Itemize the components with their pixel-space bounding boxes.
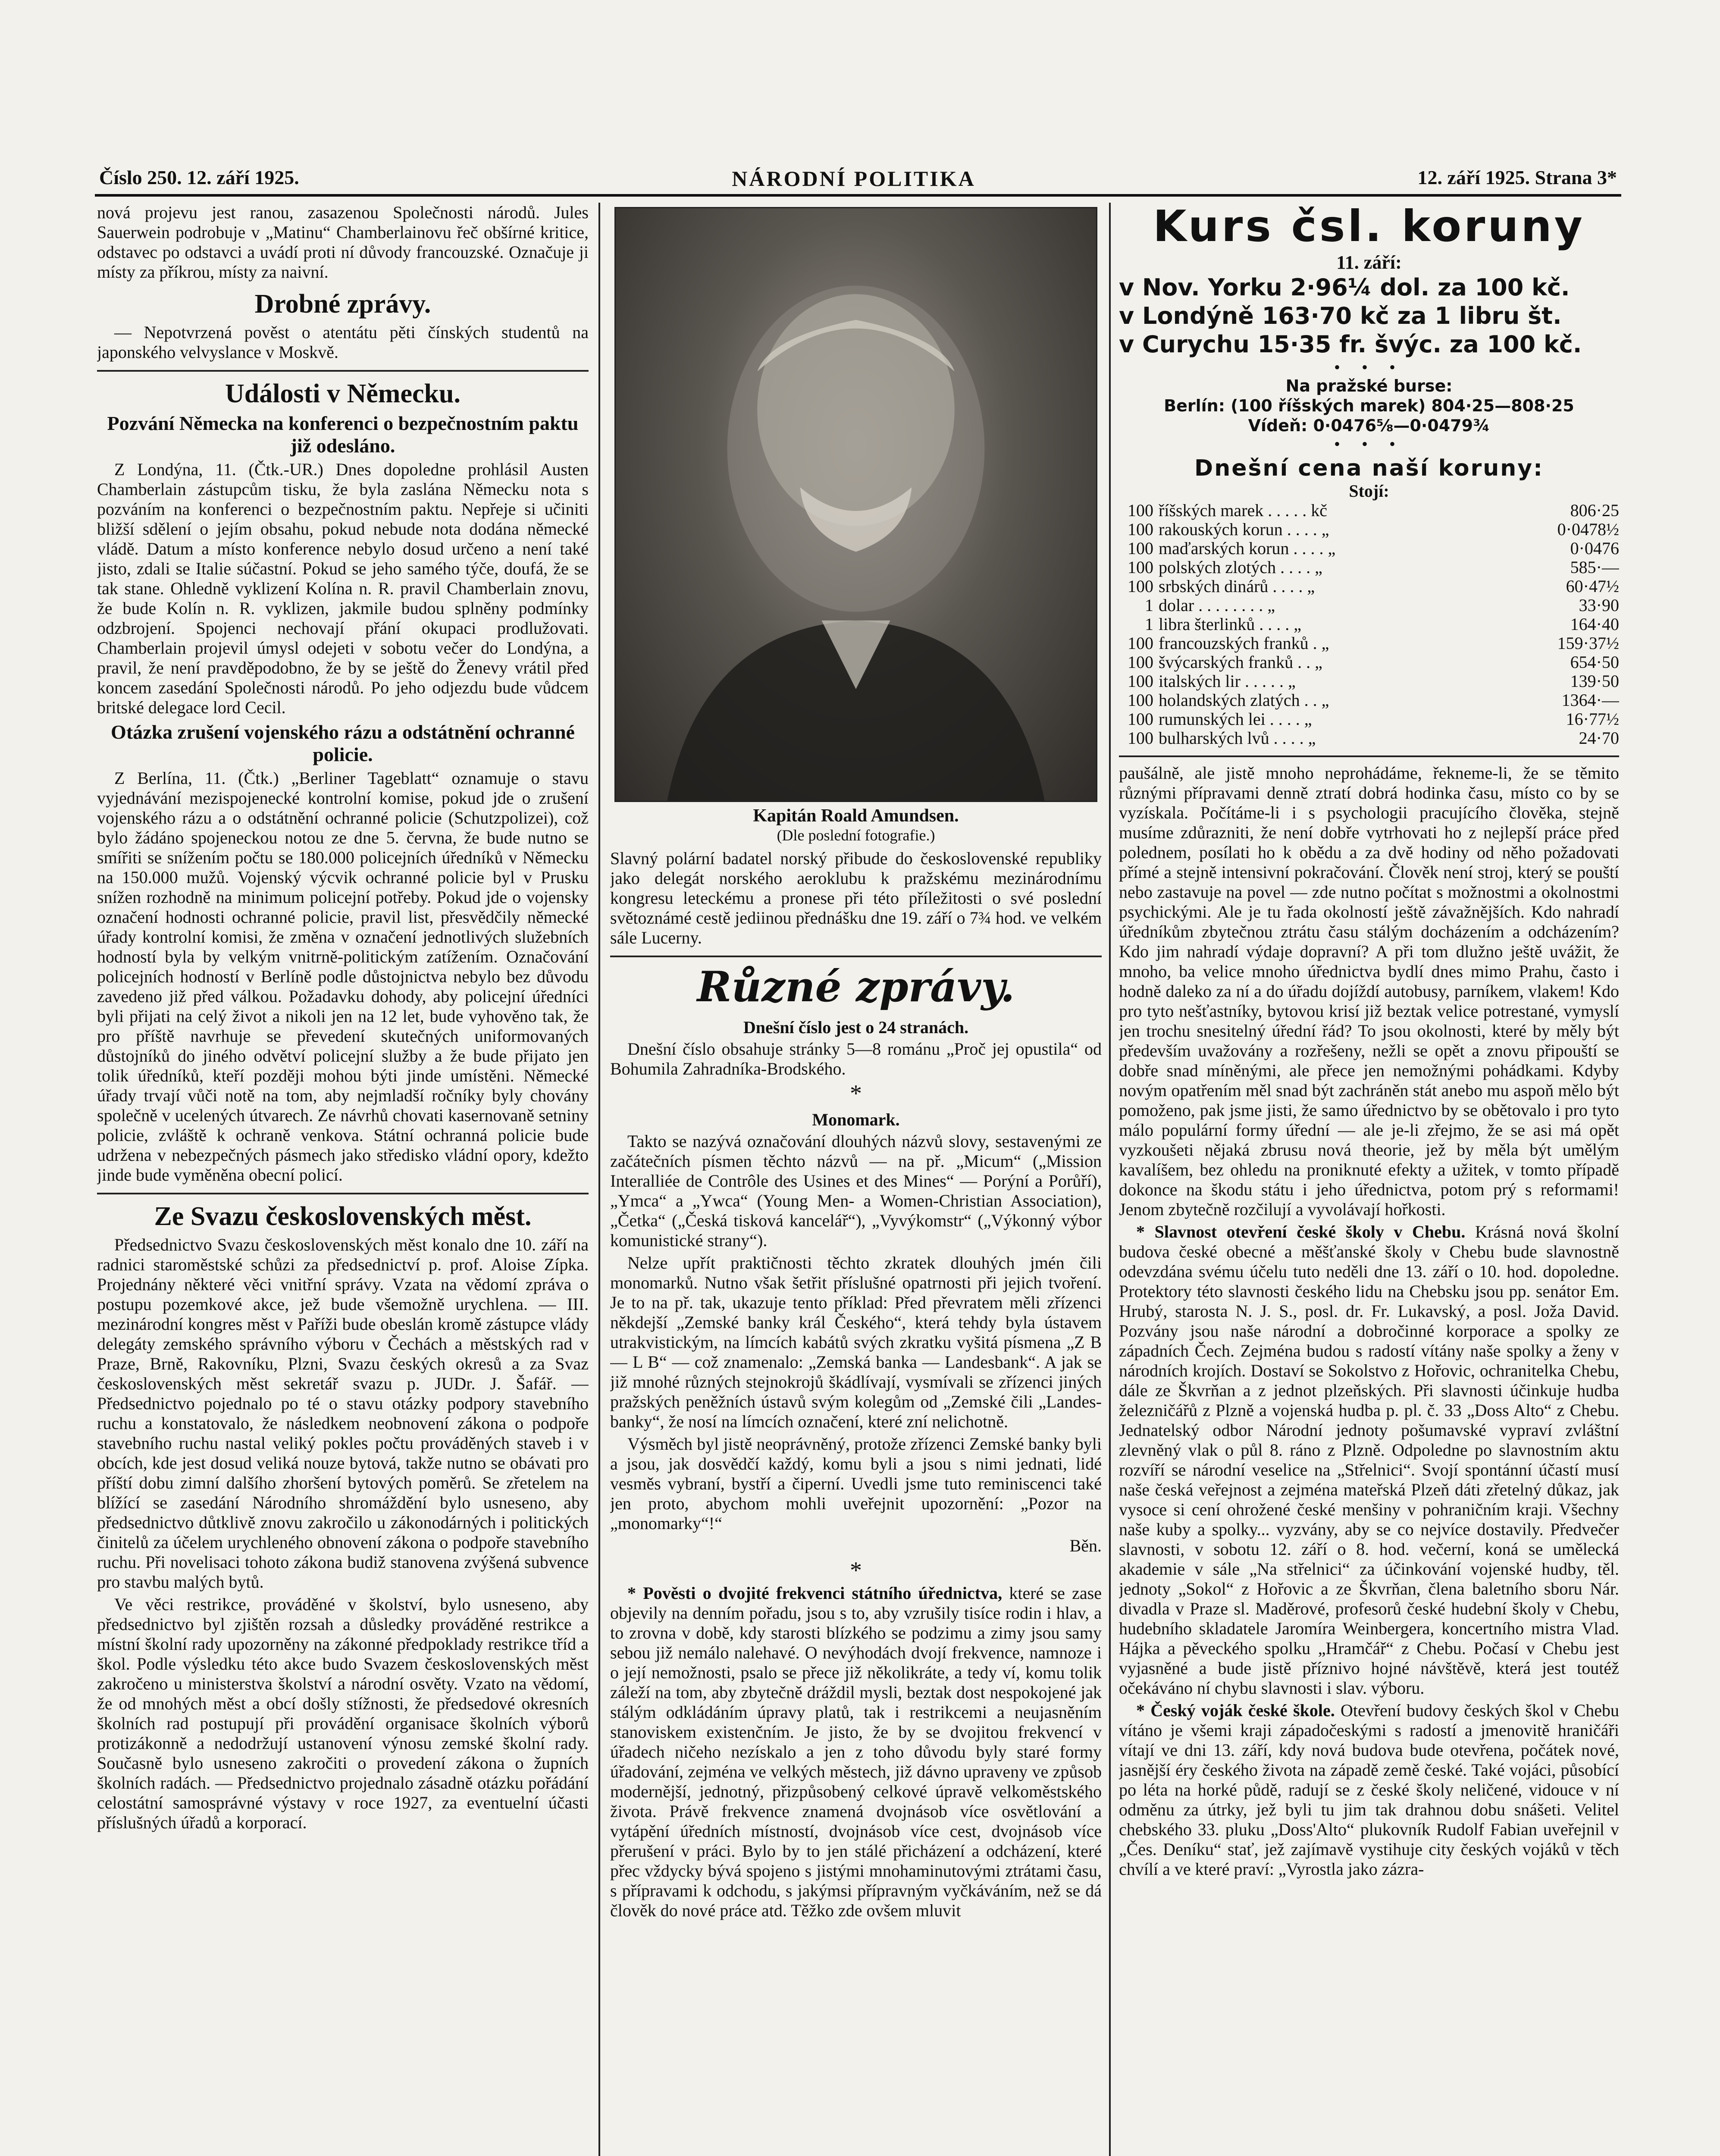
svaz-paragraph-2: Ve věci restrikce, prováděné v školství, bylo usneseno, aby předsednictvo byl zjištěn rozsah a důsledky prováděné restrikce a místní školní rady upozorněny na zákonné předpoklady restrikce tříd a škol. Podle výsledku této akce budo Svazem československých měst zakročeno u ministerstva školství a národní osvěty. Vzato na vědomí, že od mnohých měst a obcí došly stížnosti, že předsedové okresních školních rad postupují při provádění organisace školních výborů protizákonně a nedodržují ustanovení výnosu zemské školní rady. Současně bylo usneseno zakročiti o provedení zákona o župních školních radách. — Předsednictvo projednalo zásadně otázku pořádání celostátní samosprávné výstavy v roce 1927, za eventuelní účasti příslušných úřadů a korporací. bbox=[97, 1595, 589, 1832]
rate-name: italských lir . . . . . „ bbox=[1159, 671, 1296, 691]
rate-row bbox=[1119, 710, 1619, 729]
rate-row bbox=[1119, 558, 1619, 577]
section-divider bbox=[1119, 755, 1619, 757]
section-star: * bbox=[850, 1080, 862, 1107]
rate-row bbox=[1119, 634, 1619, 653]
burse-viden: Vídeň: 0·0476⅝—0·0479¾ bbox=[1248, 416, 1490, 435]
otazka-text: Z Berlína, 11. (Čtk.) „Berliner Tageblatt“ oznamuje o stavu vyjednávání mezispojenecké kontrolní komise, pokud jde o zrušení vojenského rázu a o odstátnění ochranné policie (Schutzpolizei), což bylo žádáno spojeneckou notou ze dne 5. června, že bude nutno se smířiti se snížením počtu se 180.000 policejních úředníků v Německu na 150.000 mužů. Vojenský výcvik ochranné policie byl v Prusku snížen rozhodně na minimum policejní potřeby. Pokud jde o vojensky označení hodnosti ochranné policie, pravil list, přesvědčily německé úřady kontrolní komisi, že změna v označení jednotlivých služebních hodností byla by velkým vnitrně-politickým zatížením. Označování policejních hodností v Berlíně podle důstojnictva nebylo bez důvodu zavedeno již před válkou. Požadavku dohody, aby policejní úředníci byli přijati na celý život a nikoli jen na 12 let, bude vyhověno tak, že pro příště navrhuje se převedení skutečných uniformovaných důstojníků do jiného odvětví policejní služby a že bude přijato jen tolik úředníků, kteří později mohou býti jinde umístěni. Německé úřady trvají vůči notě na tom, aby nejmladší ročníky byly chovány společně v ucelených útvarech. Ze návrhů chovati kasernovaně setniny policie, zvláště k ochraně venkova. Státní ochranná policie bude udržena v nebezpečných pásmech jako středisko vládní opory, kdežto jinde bude vyměněna obecní policí. bbox=[97, 768, 589, 1185]
povest-heading: * Pověsti o dvojité frekvenci státního úřednictva, bbox=[627, 1583, 1003, 1603]
drobne-zpravy-heading: Drobné zprávy. bbox=[254, 289, 431, 319]
rate-qty: 100 bbox=[1128, 652, 1153, 672]
rate-qty: 100 bbox=[1128, 501, 1153, 520]
svaz-paragraph-1: Předsednictvo Svazu československých měst konalo dne 10. září na radnici staroměstské schůzi za předsednictví p. prof. Aloise Zípka. Projednány některé věci vnitřní správy. Vzata na vědomí zpráva o postupu pozemkové akce, jež bude všemožně urychlena. — III. mezinárodní kongres měst v Paříži bude obeslán kromě zástupce vlády delegáty zemského správního výboru v Čechách a městských rad v Praze, Brně, Rakovníku, Plzni, Svazu českých okresů a za Svaz československých měst sekretář svazu p. JUDr. J. Šafář. — Předsednictvo pojednalo po té o stavu otázky podpory stavebního ruchu a konstatovalo, že následkem neobnovení zákona o podpoře stavebního ruchu nastal veliký pokles počtu prováděných staveb i v obcích, kde jest dosud veliká nouze bytová, takže nutno se obávati pro příští dobu zimní dalšího zhoršení bytových poměrů. Se zřetelem na blížící se zasedání Národního shromáždění bylo usneseno, aby předsednictvo důtklivě znovu zakročilo u zákonodárných i politických činitelů za účelem urychleného obnovení zákona o podpoře stavebního ruchu. Při novelisaci tohoto zákona budiž stanovena zvýšená subvence pro stavbu malých bytů. bbox=[97, 1235, 589, 1592]
rate-name: dolar . . . . . . . . „ bbox=[1159, 595, 1275, 615]
section-divider bbox=[97, 370, 589, 372]
rate-value: 0·0476 bbox=[1570, 539, 1619, 558]
page-header bbox=[99, 166, 1617, 196]
kurs-london: v Londýně 163·70 kč za 1 libru št. bbox=[1119, 302, 1562, 329]
portrait-illustration bbox=[616, 208, 1096, 801]
column-divider bbox=[598, 203, 600, 2156]
exchange-rates-table bbox=[1119, 501, 1619, 748]
rate-row bbox=[1119, 596, 1619, 615]
rate-name: francouzských franků . „ bbox=[1159, 633, 1329, 653]
monomark-paragraph-3: Výsměch byl jistě neoprávněný, protože zřízenci Zemské banky byli a jsou, jak dosvědčí každý, komu byli a jsou s nimi jednati, lidé vesměs vybraní, bystří a čiperní. Uvedli jsme tuto reminiscenci také jen proto, abychom mohli uveřejnit upozornění: „Pozor na „monomarky“!“ bbox=[610, 1434, 1102, 1533]
monomark-paragraph-1: Takto se nazývá označování dlouhých názvů slovy, sestavenými ze začátečních písmen těchto názvů — na př. „Micum“ („Mission Interalliée de Contrôle des Usines et des Mines“ — Porýní a Porůří), „Ymca“ a „Ywca“ (Young Men- a Women-Christian Association), „Četka“ („Česká tisková kancelář“), „Vyvýkomstr“ („Výkonný výbor komunistické strany“). bbox=[610, 1131, 1102, 1250]
header-rule bbox=[95, 194, 1621, 197]
ruzne-zpravy-heading: Různé zprávy. bbox=[697, 962, 1015, 1011]
rate-value: 60·47½ bbox=[1566, 577, 1619, 596]
masthead: NÁRODNÍ POLITIKA bbox=[732, 166, 976, 191]
rate-qty: 100 bbox=[1128, 558, 1153, 577]
rate-value: 24·70 bbox=[1579, 728, 1619, 748]
rate-row bbox=[1119, 501, 1619, 520]
dnesni-cislo-heading: Dnešní číslo jest o 24 stranách. bbox=[743, 1018, 969, 1037]
rate-name: libra šterlinků . . . . „ bbox=[1159, 614, 1302, 634]
rate-name: rumunských lei . . . . „ bbox=[1159, 709, 1312, 729]
rate-value: 1364·— bbox=[1561, 690, 1619, 710]
rate-row bbox=[1119, 653, 1619, 672]
rate-name: polských zlotých . . . . „ bbox=[1159, 558, 1322, 577]
dnesni-cislo-text: Dnešní číslo obsahuje stránky 5—8 románu „Proč jej opustila“ od Bohumila Zahradníka-Brodského. bbox=[610, 1039, 1102, 1078]
dots-separator: • • • bbox=[1334, 434, 1404, 454]
vojak-text: Otevření budovy českých škol v Chebu vítáno je všemi kraji západočeskými s radostí a jmenovitě hraničáři vítají ve dni 13. září, kdy nová budova bude otevřena, počátek nové, jasnější éry českého života na západě země české. Také vojáci, působící po léta na horké půdě, radují se z české školy neličené, vidouce v ní odměnu za útrky, jež byli tu jim tak drahnou dobu snášeti. Velitel chebského 33. pluku „Doss'Alto“ plukovník Rudolf Fabian uveřejnil v „Čes. Deníku“ stať, jež zajímavě vystihuje city českých vojáků v těch chvílí a ve které praví: „Vyrostla jako zázra- bbox=[1119, 1701, 1619, 1879]
column-3 bbox=[1119, 203, 1619, 2156]
rate-row bbox=[1119, 691, 1619, 710]
otazka-heading: Otázka zrušení vojenského rázu a odstátnění ochranné policie. bbox=[111, 721, 575, 765]
photo-credit: (Dle poslední fotografie.) bbox=[777, 827, 935, 844]
dots-separator: • • • bbox=[1334, 357, 1404, 377]
burse-berlin: Berlín: (100 říšských marek) 804·25—808·25 bbox=[1164, 396, 1574, 415]
rate-value: 33·90 bbox=[1579, 595, 1619, 615]
rate-qty: 100 bbox=[1128, 577, 1153, 596]
rate-value: 164·40 bbox=[1570, 614, 1619, 634]
kurs-zurich: v Curychu 15·35 fr. švýc. za 100 kč. bbox=[1119, 331, 1582, 358]
burse-heading: Na pražské burse: bbox=[1285, 376, 1453, 395]
monomark-heading: Monomark. bbox=[812, 1110, 900, 1129]
udalosti-subheading: Pozvání Německa na konferenci o bezpečnostním paktu již odesláno. bbox=[107, 412, 579, 457]
amundsen-portrait-photo bbox=[614, 207, 1097, 802]
kurs-koruny-heading: Kurs čsl. koruny bbox=[1153, 203, 1585, 251]
povest-text: které se zase objevily na denním pořadu, jsou s to, aby vzrušily tisíce rodin i hlav, a to zrovna v době, kdy starosti blízkého se podzimu a zimy jsou samy sebou již nemálo nalehavé. O nevýhodách dvojí frekvence, namnoze i o její nemožnosti, psalo se přece již několikráte, a tedy ví, komu tolik záleží na tom, aby zbytečně dráždil mysli, beztak dost nespokojené jak stálým odkládáním úpravy platů, tak i restrikcemi a neujasněním stanoviskem existenčním. Je jisto, že by se dvojitou frekvencí v úřadech ničeho nezískalo a jen z toho důvodu byly staré formy úřadování, zejména ve velkých městech, již dávno upraveny ve způsob modernější, jednotný, přizpůsobený celkové úpravě velkoměstského života. Právě frekvence znamená dvojnásob více osvětlování a vytápění úředních místností, dvojnásob více cest, dvojnásob více přerušení v práci. Bylo by to jen stálé přicházení a odcházení, které přec vždycky bývá spojeno s jistými mnohaminutovými ztrátami času, s přípravami k odchodu, s jakýmsi přípravným vyčkáváním, než se dá člověk do nové práce atd. Těžko zde ovšem mluvit bbox=[610, 1583, 1102, 1920]
rate-name: srbských dinárů . . . . „ bbox=[1159, 577, 1315, 596]
column-2 bbox=[610, 203, 1102, 2156]
rate-qty: 100 bbox=[1128, 671, 1153, 691]
section-star: * bbox=[850, 1557, 862, 1584]
rate-qty: 1 bbox=[1145, 614, 1153, 634]
rate-qty: 100 bbox=[1128, 633, 1153, 653]
monomark-signature: Běn. bbox=[1069, 1536, 1102, 1555]
section-divider bbox=[610, 956, 1102, 957]
stoji-label: Stojí: bbox=[1349, 481, 1389, 501]
rate-name: maďarských korun . . . . „ bbox=[1159, 539, 1336, 558]
rate-qty: 100 bbox=[1128, 690, 1153, 710]
column-1 bbox=[97, 203, 589, 2156]
article-intro: nová projevu jest ranou, zasazenou Společnosti národů. Jules Sauerwein podrobuje v „Matinu“ Chamberlainovu řeč obšírné kritice, odstavec po odstavci a uvádí proti ní důvody francouzské. Označuje ji místy za příkrou, místy za naivní. bbox=[97, 203, 589, 282]
photo-caption: Kapitán Roald Amundsen. bbox=[753, 806, 959, 826]
page-number: 12. září 1925. Strana 3* bbox=[1417, 166, 1617, 188]
rate-value: 159·37½ bbox=[1557, 633, 1619, 653]
rate-value: 585·— bbox=[1570, 558, 1619, 577]
column-divider bbox=[1109, 203, 1111, 2156]
udalosti-text: Z Londýna, 11. (Čtk.-UR.) Dnes dopoledne prohlásil Austen Chamberlain zástupcům tisku, že byla zaslána Německu nota s pozváním na konferenci o bezpečnostním paktu. Nepřeje si učiniti bližší sdělení o jejím obsahu, pokud nebude nota dodána německé vládě. Datum a místo konference nebylo dosud určeno a není také jisto, zdali se Italie súčastní. Pokud se jeho samého týče, doufá, že se tak stane. Ohledně vyklizení Kolína n. R. pravil Chamberlain znovu, že bude Kolín n. R. vyklizen, jakmile budou splněny podmínky odzbrojení. Spojenci nechovají přání okupaci prodlužovati. Chamberlain projevil úmysl odejeti v sobotu večer do Londýna, a pravil, že není pravděpodobno, že by se ještě do Ženevy vrátil před koncem zasedání Společnosti národů. Po jeho odjezdu bude vůdcem britské delegace lord Cecil. bbox=[97, 460, 589, 717]
udalosti-heading: Události v Německu. bbox=[225, 379, 461, 408]
monomark-paragraph-2: Nelze upřít praktičnosti těchto zkratek dlouhých jmén čili monomarků. Nutno však šetřit příslušné opatrnosti při jejich tvoření. Je to na př. tak, ukazuje tento příklad: Před převratem měli zřízenci někdejší „Zemské banky král Českého“, která tehdy byla ústavem utrakvistickým, na límcích kabátů svých zkratku vyšitá písmena „Z B — L B“ — což znamenalo: „Zemská banka — Landesbank“. A jak se již mnohé různých stejnokrojů škádlívají, vysmívali se zřízenci jiných pražských peněžních ústavů svým kolegům od „Zemské čili „Landes-banky“, že nosí na límcích označení, které zní nelichotně. bbox=[610, 1253, 1102, 1431]
issue-info: Číslo 250. 12. září 1925. bbox=[99, 166, 299, 188]
rate-qty: 100 bbox=[1128, 520, 1153, 539]
kurs-new-york: v Nov. Yorku 2·96¼ dol. za 100 kč. bbox=[1119, 274, 1570, 301]
rate-name: holandských zlatých . . „ bbox=[1159, 690, 1329, 710]
rate-row bbox=[1119, 729, 1619, 748]
dnesni-cena-heading: Dnešní cena naší koruny: bbox=[1194, 455, 1544, 481]
rate-name: bulharských lvů . . . . „ bbox=[1159, 728, 1316, 748]
rate-row bbox=[1119, 539, 1619, 558]
rate-value: 806·25 bbox=[1570, 501, 1619, 520]
rate-name: rakouských korun . . . . „ bbox=[1159, 520, 1329, 539]
rate-row bbox=[1119, 520, 1619, 539]
rate-value: 16·77½ bbox=[1566, 709, 1619, 729]
rate-row bbox=[1119, 672, 1619, 691]
rate-qty: 100 bbox=[1128, 728, 1153, 748]
rate-row bbox=[1119, 577, 1619, 596]
rate-value: 654·50 bbox=[1570, 652, 1619, 672]
drobne-zpravy-text: — Nepotvrzená pověst o atentátu pěti čínských studentů na japonského velvyslance v Moskvě. bbox=[97, 323, 589, 362]
rate-qty: 1 bbox=[1145, 595, 1153, 615]
rate-name: říšských marek . . . . . kč bbox=[1159, 501, 1328, 520]
rate-qty: 100 bbox=[1128, 709, 1153, 729]
cheb-text: Krásná nová školní budova české obecné a měšťanské školy v Chebu bude slavnostně odevzdána svému účelu tuto neděli dne 13. září o 10. hod. dopoledne. Protektory této slavnosti českého lidu na Chebsku jsou pp. senátor Em. Hrubý, starosta N. J. S., posl. dr. Fr. Lukavský, a posl. Joža David. Pozvány jsou naše národní a dobročinné korporace a spolky ze západních Čech. Zejména budou s radostí vítány naše spolky a ženy v národních krojích. Dostaví se Sokolstvo z Hořovic, ochranitelka Chebu, dále ze Škvrňan a z jednot plzeňských. Při slavnosti účinkuje hudba železničářů z Plzně a vojenská hudba p. pl. č. 33 „Doss Alto“ z Chebu. Jednatelský odbor Národní jednoty pošumavské vypraví zvláštní zlevněný vlak o půl 8. ráno z Plzně. Odpoledne po slavnostním aktu rozvíří se národní veselice na „Střelnici“. Svojí spontánní účastí musí naše česká veřejnost a zejména mateřská Plzeň dáti zřetelný důkaz, jak vysoce si cení ohrožené české menšiny v pohraničním kraji. Všechny naše kuby a spolky... vyzvány, aby se co nejvíce dostavily. Předvečer slavnosti, v sobotu 12. září o 8. hod. večerní, koná se umělecká akademie v sále „Na střelnici“ za účinkování vojenské hudby, těl. jednoty „Sokol“ z Hořovic a ze Škvrňan, člena baletního sboru Nár. divadla v Praze sl. Maděrové, profesorů české hudební školy v Chebu, hudebního skladatele Jaromíra Weinbergera, koncertního mistra Vlad. Hájka a pěveckého spolku „Hramčář“ z Chebu. Počasí v Chebu jest vyjasněné a bude jistě příznivo hojné návštěvě, která jest toutéž očekáváno ní chybu slavnosti i slav. výboru. bbox=[1119, 1222, 1619, 1698]
svaz-heading: Ze Svazu československých měst. bbox=[154, 1202, 532, 1231]
rate-value: 0·0478½ bbox=[1557, 520, 1619, 539]
amundsen-text: Slavný polární badatel norský přibude do československé republiky jako delegát norského aeroklubu k pražskému mezinárodnímu kongresu leteckému a pronese při této příležitosti o své poslední světoznámé cestě jediinou přednášku dne 19. září o 7¾ hod. ve velkém sále Lucerny. bbox=[610, 849, 1102, 947]
vojak-heading: * Český voják české škole. bbox=[1136, 1701, 1335, 1720]
rate-value: 139·50 bbox=[1570, 671, 1619, 691]
kurs-date: 11. září: bbox=[1336, 252, 1402, 273]
rate-qty: 100 bbox=[1128, 539, 1153, 558]
cheb-heading: * Slavnost otevření české školy v Chebu. bbox=[1136, 1222, 1466, 1241]
povest-continuation: paušálně, ale jistě mnoho neprohádáme, řekneme-li, že se těmito různými přípravami denně ztratí dobrá hodinka času, místo co by se vyzískala. Počítáme-li i s psychologii pracujícího člověka, stejně musíme zdůrazniti, že není dobře vytrhovati ho z nejlepší práce před polednem, posílati ho k obědu a za dvě hodiny od něho požadovati přímé a stejně intensivní pokračování. Člověk není stroj, který se pouští nebo zastavuje na povel — zde nutno počítat s možnostmi a okolnostmi psychickými. Ale je tu řada okolností ještě závažnějších. Kdo nahradí úředníkům zbytečnou ztrátu času stálým docházením a odcházením? Kdo jim nahradí výdaje dopravní? A při tom dlužno ještě uvážit, že mnoho, ba velice mnoho úřednictva bydlí dnes mimo Prahu, často i hodně daleko za ní a do úřadu dojíždí autobusy, parníkem, vlakem! Kdo pro tyto nešťastníky, bytovou krisí již beztak velice potrestané, vymyslí jen trochu snesitelný úřední řád? To jsou okolnosti, které by měly být především uvažovány a rozřešeny, nežli se opět a znovu připouští se dobře snad míněnými, ale přece jen nemožnými pohádkami. Kdyby novým opatřením měl snad být zachráněn stát anebo mu aspoň mělo být pomoženo, pak jsme jisti, že samo úřednictvo by se obětovalo i pro tyto málo populární formy úřední — ale je-li zřejmo, že se asi má opět vyzkoušeti nějaká zbrusu nová theorie, jež by měla být umělým kavalíšem, bez ohledu na proniknuté efekty a užitek, v tomto případě dokonce na škodu státu i jeho úřednictva, potom prý s reformami! Jenom zbytečně rozčilují a vyvolávají hořkosti. bbox=[1119, 763, 1619, 1219]
rate-row bbox=[1119, 615, 1619, 634]
rate-name: švýcarských franků . . „ bbox=[1159, 652, 1322, 672]
section-divider bbox=[97, 1193, 589, 1194]
